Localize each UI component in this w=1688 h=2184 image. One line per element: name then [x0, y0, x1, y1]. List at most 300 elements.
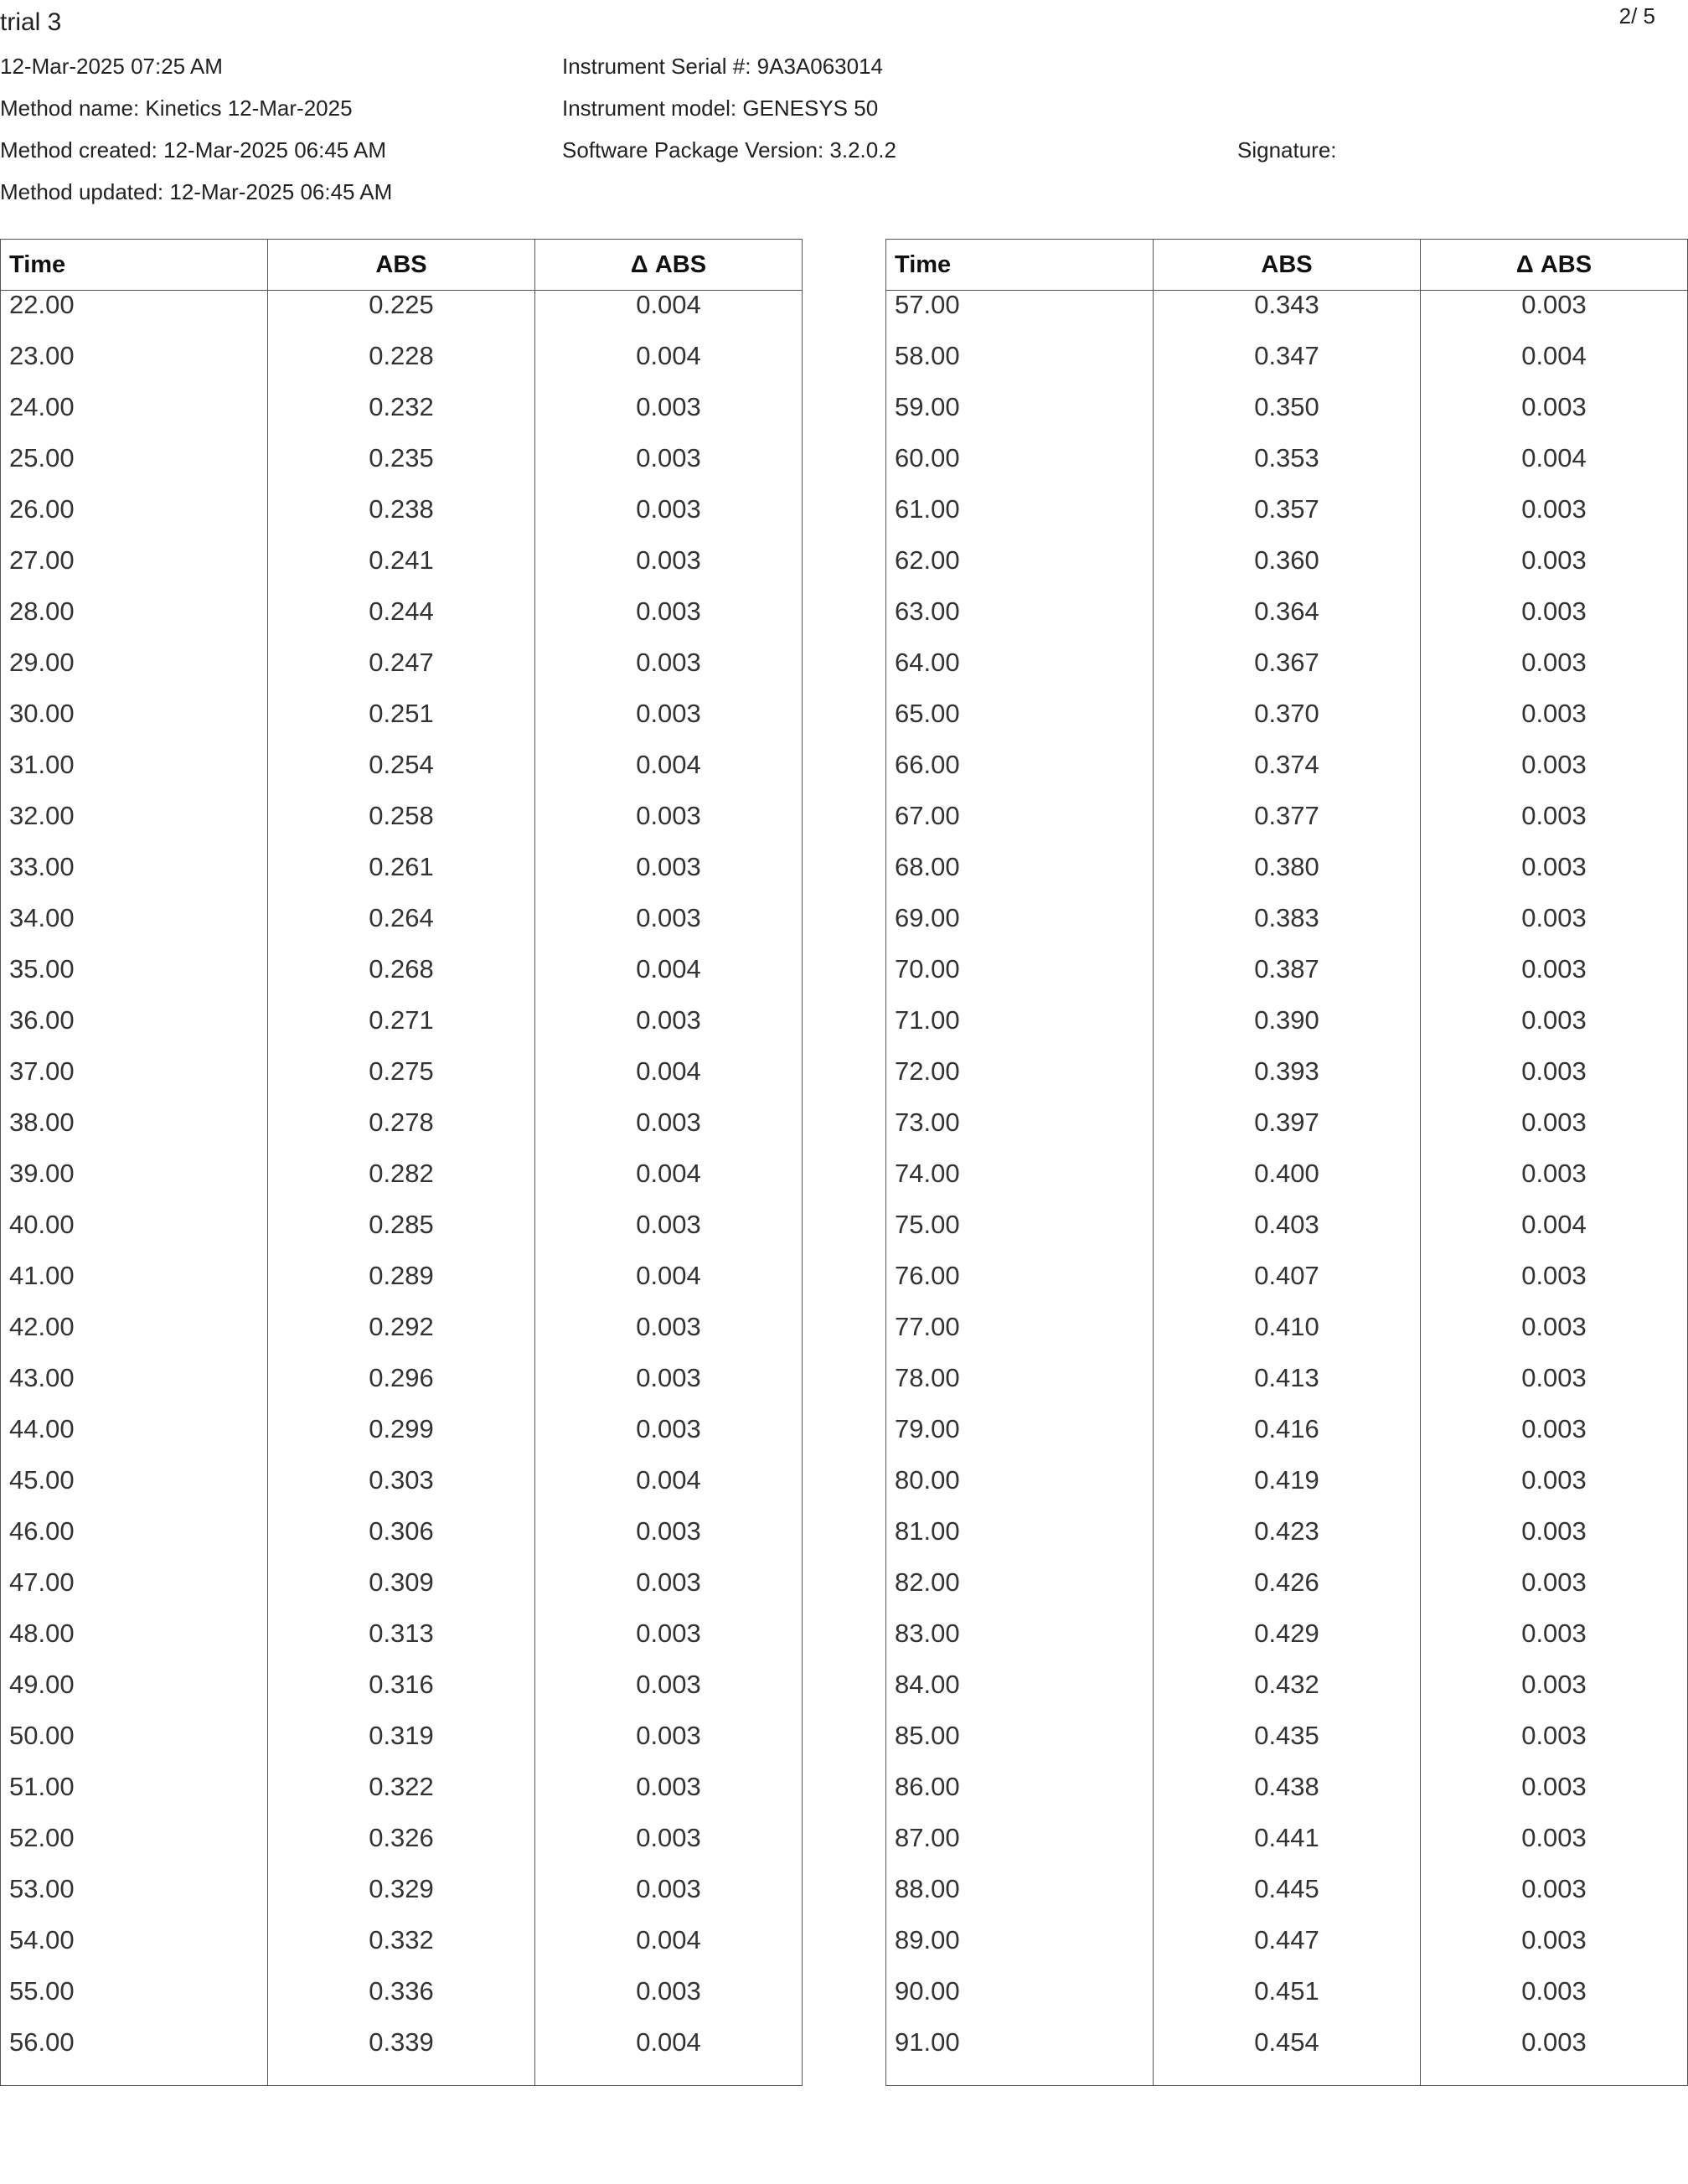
cell-delta-abs: 0.003: [1421, 1006, 1688, 1057]
table-row: [886, 1211, 1688, 1262]
cell-time: 58.00: [886, 342, 1154, 393]
column-header-time: Time: [1, 240, 268, 291]
report-title: trial 3: [0, 8, 62, 36]
cell-time: 45.00: [1, 1466, 268, 1517]
cell-abs: 0.432: [1154, 1670, 1421, 1722]
cell-time: 52.00: [1, 1824, 268, 1875]
table-row: [886, 904, 1688, 955]
cell-time: 34.00: [1, 904, 268, 955]
cell-time: 29.00: [1, 648, 268, 700]
table-row: [1, 495, 803, 546]
cell-time: 37.00: [1, 1057, 268, 1108]
cell-delta-abs: 0.003: [535, 700, 803, 751]
cell-abs: 0.441: [1154, 1824, 1421, 1875]
cell-abs: 0.268: [268, 955, 535, 1006]
cell-abs: 0.309: [268, 1568, 535, 1619]
page-indicator: 2/ 5: [1618, 3, 1655, 28]
cell-delta-abs: 0.003: [1421, 700, 1688, 751]
table-row: [1, 1108, 803, 1159]
table-row: [886, 1875, 1688, 1926]
table-row: [1, 1159, 803, 1211]
cell-delta-abs: 0.003: [535, 1824, 803, 1875]
cell-time: 70.00: [886, 955, 1154, 1006]
cell-delta-abs: 0.003: [535, 904, 803, 955]
cell-abs: 0.377: [1154, 802, 1421, 853]
cell-delta-abs: 0.003: [1421, 1262, 1688, 1313]
cell-time: 39.00: [1, 1159, 268, 1211]
cell-abs: 0.238: [268, 495, 535, 546]
cell-abs: 0.316: [268, 1670, 535, 1722]
table-row: [886, 1415, 1688, 1466]
table-row: [1, 1824, 803, 1875]
cell-delta-abs: 0.003: [535, 546, 803, 597]
cell-delta-abs: 0.003: [535, 495, 803, 546]
cell-time: 59.00: [886, 393, 1154, 444]
cell-time: 44.00: [1, 1415, 268, 1466]
cell-delta-abs: 0.004: [535, 955, 803, 1006]
cell-abs: 0.347: [1154, 342, 1421, 393]
table-row: [1, 1977, 803, 2028]
cell-time: 89.00: [886, 1926, 1154, 1977]
cell-time: 66.00: [886, 751, 1154, 802]
cell-delta-abs: 0.003: [535, 853, 803, 904]
table-row: [886, 597, 1688, 648]
table-row: [1, 1006, 803, 1057]
column-header-delta-abs: Δ ABS: [535, 240, 803, 291]
cell-abs: 0.332: [268, 1926, 535, 1977]
cell-time: 46.00: [1, 1517, 268, 1568]
cell-abs: 0.313: [268, 1619, 535, 1670]
table-row: [1, 955, 803, 1006]
table-row: [1, 444, 803, 495]
table-row: [1, 802, 803, 853]
table-row: [1, 1568, 803, 1619]
table-row: [1, 648, 803, 700]
cell-delta-abs: 0.003: [535, 1108, 803, 1159]
cell-time: 53.00: [1, 1875, 268, 1926]
cell-time: 75.00: [886, 1211, 1154, 1262]
cell-delta-abs: 0.004: [535, 1262, 803, 1313]
cell-delta-abs: 0.003: [535, 1722, 803, 1773]
table-row: [1, 1773, 803, 1824]
cell-abs: 0.367: [1154, 648, 1421, 700]
cell-time: 90.00: [886, 1977, 1154, 2028]
cell-abs: 0.271: [268, 1006, 535, 1057]
cell-delta-abs: 0.003: [1421, 1773, 1688, 1824]
table-row: [1, 1313, 803, 1364]
table-row: [886, 1824, 1688, 1875]
cell-delta-abs: 0.003: [1421, 853, 1688, 904]
table-row: [1, 393, 803, 444]
cell-delta-abs: 0.004: [535, 1466, 803, 1517]
table-row: [1, 342, 803, 393]
cell-abs: 0.364: [1154, 597, 1421, 648]
table-row: [1, 700, 803, 751]
table-header-row: [886, 240, 1688, 291]
table-row: [1, 751, 803, 802]
cell-time: 57.00: [886, 291, 1154, 343]
cell-abs: 0.438: [1154, 1773, 1421, 1824]
cell-delta-abs: 0.004: [1421, 1211, 1688, 1262]
cell-delta-abs: 0.003: [1421, 1722, 1688, 1773]
cell-abs: 0.285: [268, 1211, 535, 1262]
cell-abs: 0.322: [268, 1773, 535, 1824]
cell-abs: 0.380: [1154, 853, 1421, 904]
table-row: [886, 648, 1688, 700]
cell-time: 73.00: [886, 1108, 1154, 1159]
cell-abs: 0.426: [1154, 1568, 1421, 1619]
cell-delta-abs: 0.003: [1421, 2028, 1688, 2086]
cell-time: 40.00: [1, 1211, 268, 1262]
cell-delta-abs: 0.003: [1421, 1824, 1688, 1875]
cell-time: 64.00: [886, 648, 1154, 700]
cell-abs: 0.326: [268, 1824, 535, 1875]
cell-abs: 0.397: [1154, 1108, 1421, 1159]
cell-time: 82.00: [886, 1568, 1154, 1619]
method-name: Method name: Kinetics 12-Mar-2025: [0, 96, 353, 121]
cell-delta-abs: 0.004: [535, 1057, 803, 1108]
table-header-row: [1, 240, 803, 291]
cell-abs: 0.292: [268, 1313, 535, 1364]
cell-time: 32.00: [1, 802, 268, 853]
cell-delta-abs: 0.003: [1421, 1926, 1688, 1977]
table-row: [1, 1722, 803, 1773]
table-row: [1, 1364, 803, 1415]
cell-time: 49.00: [1, 1670, 268, 1722]
cell-delta-abs: 0.003: [1421, 1568, 1688, 1619]
cell-delta-abs: 0.004: [535, 2028, 803, 2086]
table-row: [886, 1568, 1688, 1619]
cell-abs: 0.225: [268, 291, 535, 343]
table-row: [886, 1977, 1688, 2028]
table-row: [886, 700, 1688, 751]
cell-time: 88.00: [886, 1875, 1154, 1926]
cell-abs: 0.393: [1154, 1057, 1421, 1108]
cell-delta-abs: 0.003: [1421, 597, 1688, 648]
cell-abs: 0.403: [1154, 1211, 1421, 1262]
cell-time: 51.00: [1, 1773, 268, 1824]
cell-abs: 0.423: [1154, 1517, 1421, 1568]
cell-delta-abs: 0.003: [1421, 495, 1688, 546]
cell-delta-abs: 0.003: [535, 1517, 803, 1568]
method-updated: Method updated: 12-Mar-2025 06:45 AM: [0, 179, 393, 204]
cell-abs: 0.390: [1154, 1006, 1421, 1057]
cell-delta-abs: 0.003: [1421, 393, 1688, 444]
cell-delta-abs: 0.003: [1421, 1670, 1688, 1722]
cell-time: 60.00: [886, 444, 1154, 495]
cell-abs: 0.319: [268, 1722, 535, 1773]
table-row: [886, 1313, 1688, 1364]
table-row: [886, 1159, 1688, 1211]
cell-abs: 0.306: [268, 1517, 535, 1568]
cell-time: 62.00: [886, 546, 1154, 597]
table-row: [886, 1670, 1688, 1722]
cell-abs: 0.429: [1154, 1619, 1421, 1670]
cell-abs: 0.299: [268, 1415, 535, 1466]
cell-time: 35.00: [1, 955, 268, 1006]
cell-delta-abs: 0.003: [1421, 955, 1688, 1006]
cell-time: 22.00: [1, 291, 268, 343]
cell-time: 54.00: [1, 1926, 268, 1977]
table-row: [1, 1517, 803, 1568]
column-header-abs: ABS: [1154, 240, 1421, 291]
cell-abs: 0.258: [268, 802, 535, 853]
table-row: [886, 955, 1688, 1006]
cell-delta-abs: 0.003: [535, 597, 803, 648]
table-row: [1, 1057, 803, 1108]
software-version: Software Package Version: 3.2.0.2: [562, 137, 896, 163]
cell-time: 91.00: [886, 2028, 1154, 2086]
column-header-time: Time: [886, 240, 1154, 291]
cell-time: 80.00: [886, 1466, 1154, 1517]
cell-abs: 0.278: [268, 1108, 535, 1159]
cell-delta-abs: 0.004: [1421, 342, 1688, 393]
cell-delta-abs: 0.003: [535, 1875, 803, 1926]
cell-abs: 0.353: [1154, 444, 1421, 495]
table-row: [1, 1619, 803, 1670]
cell-time: 50.00: [1, 1722, 268, 1773]
table-row: [886, 1773, 1688, 1824]
cell-delta-abs: 0.003: [1421, 1619, 1688, 1670]
table-row: [886, 1364, 1688, 1415]
cell-delta-abs: 0.003: [535, 1670, 803, 1722]
cell-abs: 0.357: [1154, 495, 1421, 546]
cell-time: 78.00: [886, 1364, 1154, 1415]
cell-time: 61.00: [886, 495, 1154, 546]
cell-abs: 0.451: [1154, 1977, 1421, 2028]
cell-delta-abs: 0.003: [535, 802, 803, 853]
method-created: Method created: 12-Mar-2025 06:45 AM: [0, 137, 387, 163]
cell-time: 30.00: [1, 700, 268, 751]
cell-abs: 0.400: [1154, 1159, 1421, 1211]
cell-delta-abs: 0.003: [1421, 1875, 1688, 1926]
cell-abs: 0.343: [1154, 291, 1421, 343]
cell-abs: 0.339: [268, 2028, 535, 2086]
cell-delta-abs: 0.003: [1421, 1057, 1688, 1108]
cell-abs: 0.350: [1154, 393, 1421, 444]
table-row: [886, 342, 1688, 393]
table-row: [1, 853, 803, 904]
table-row: [1, 597, 803, 648]
cell-delta-abs: 0.003: [1421, 1159, 1688, 1211]
cell-abs: 0.370: [1154, 700, 1421, 751]
column-header-delta-abs: Δ ABS: [1421, 240, 1688, 291]
cell-abs: 0.275: [268, 1057, 535, 1108]
table-row: [886, 1057, 1688, 1108]
cell-delta-abs: 0.003: [1421, 802, 1688, 853]
table-row: [1, 2028, 803, 2086]
cell-time: 43.00: [1, 1364, 268, 1415]
column-header-abs: ABS: [268, 240, 535, 291]
table-row: [1, 1262, 803, 1313]
cell-delta-abs: 0.003: [535, 1977, 803, 2028]
table-row: [886, 2028, 1688, 2086]
cell-delta-abs: 0.003: [535, 1773, 803, 1824]
cell-delta-abs: 0.003: [1421, 751, 1688, 802]
cell-abs: 0.407: [1154, 1262, 1421, 1313]
cell-abs: 0.387: [1154, 955, 1421, 1006]
cell-time: 28.00: [1, 597, 268, 648]
cell-abs: 0.383: [1154, 904, 1421, 955]
cell-abs: 0.282: [268, 1159, 535, 1211]
cell-time: 71.00: [886, 1006, 1154, 1057]
cell-time: 27.00: [1, 546, 268, 597]
cell-time: 33.00: [1, 853, 268, 904]
cell-time: 48.00: [1, 1619, 268, 1670]
table-row: [886, 546, 1688, 597]
cell-delta-abs: 0.003: [1421, 648, 1688, 700]
table-body-right: [886, 291, 1688, 2086]
table-row: [886, 1722, 1688, 1773]
cell-time: 24.00: [1, 393, 268, 444]
cell-delta-abs: 0.004: [535, 751, 803, 802]
cell-delta-abs: 0.004: [535, 342, 803, 393]
cell-delta-abs: 0.003: [535, 1619, 803, 1670]
cell-abs: 0.329: [268, 1875, 535, 1926]
cell-time: 65.00: [886, 700, 1154, 751]
table-row: [886, 751, 1688, 802]
table-row: [886, 1517, 1688, 1568]
cell-time: 69.00: [886, 904, 1154, 955]
report-datetime: 12-Mar-2025 07:25 AM: [0, 54, 223, 79]
cell-time: 84.00: [886, 1670, 1154, 1722]
cell-delta-abs: 0.004: [535, 291, 803, 343]
cell-time: 72.00: [886, 1057, 1154, 1108]
cell-time: 77.00: [886, 1313, 1154, 1364]
table-row: [1, 1466, 803, 1517]
kinetics-table-right: [885, 239, 1688, 2086]
cell-time: 25.00: [1, 444, 268, 495]
cell-abs: 0.241: [268, 546, 535, 597]
cell-delta-abs: 0.003: [1421, 1415, 1688, 1466]
cell-time: 42.00: [1, 1313, 268, 1364]
table-row: [1, 291, 803, 343]
cell-delta-abs: 0.003: [535, 1415, 803, 1466]
cell-delta-abs: 0.003: [535, 1006, 803, 1057]
cell-abs: 0.247: [268, 648, 535, 700]
cell-delta-abs: 0.003: [535, 1313, 803, 1364]
cell-delta-abs: 0.003: [1421, 1108, 1688, 1159]
cell-abs: 0.360: [1154, 546, 1421, 597]
cell-abs: 0.244: [268, 597, 535, 648]
cell-delta-abs: 0.003: [1421, 1977, 1688, 2028]
cell-time: 83.00: [886, 1619, 1154, 1670]
cell-time: 79.00: [886, 1415, 1154, 1466]
cell-abs: 0.254: [268, 751, 535, 802]
instrument-model: Instrument model: GENESYS 50: [562, 96, 879, 121]
table-row: [886, 1108, 1688, 1159]
cell-delta-abs: 0.003: [535, 444, 803, 495]
table-row: [1, 1875, 803, 1926]
cell-abs: 0.410: [1154, 1313, 1421, 1364]
table-row: [886, 1466, 1688, 1517]
cell-abs: 0.445: [1154, 1875, 1421, 1926]
cell-time: 68.00: [886, 853, 1154, 904]
cell-time: 86.00: [886, 1773, 1154, 1824]
table-row: [886, 1262, 1688, 1313]
cell-time: 55.00: [1, 1977, 268, 2028]
cell-delta-abs: 0.004: [1421, 444, 1688, 495]
cell-time: 85.00: [886, 1722, 1154, 1773]
cell-delta-abs: 0.003: [1421, 904, 1688, 955]
cell-abs: 0.454: [1154, 2028, 1421, 2086]
cell-time: 31.00: [1, 751, 268, 802]
table-row: [1, 1926, 803, 1977]
cell-delta-abs: 0.003: [535, 1568, 803, 1619]
cell-abs: 0.235: [268, 444, 535, 495]
table-row: [886, 495, 1688, 546]
cell-time: 63.00: [886, 597, 1154, 648]
cell-time: 36.00: [1, 1006, 268, 1057]
cell-abs: 0.303: [268, 1466, 535, 1517]
signature-label: Signature:: [1237, 137, 1337, 163]
table-row: [886, 393, 1688, 444]
cell-abs: 0.296: [268, 1364, 535, 1415]
cell-abs: 0.228: [268, 342, 535, 393]
cell-time: 67.00: [886, 802, 1154, 853]
cell-abs: 0.289: [268, 1262, 535, 1313]
table-row: [886, 1006, 1688, 1057]
table-row: [1, 904, 803, 955]
cell-abs: 0.261: [268, 853, 535, 904]
cell-time: 47.00: [1, 1568, 268, 1619]
cell-delta-abs: 0.004: [535, 1159, 803, 1211]
cell-delta-abs: 0.003: [535, 393, 803, 444]
cell-delta-abs: 0.003: [535, 1364, 803, 1415]
cell-time: 41.00: [1, 1262, 268, 1313]
cell-time: 74.00: [886, 1159, 1154, 1211]
table-row: [1, 1670, 803, 1722]
cell-delta-abs: 0.003: [1421, 291, 1688, 343]
cell-time: 76.00: [886, 1262, 1154, 1313]
table-row: [1, 1415, 803, 1466]
cell-delta-abs: 0.003: [1421, 1364, 1688, 1415]
cell-abs: 0.416: [1154, 1415, 1421, 1466]
table-row: [886, 444, 1688, 495]
table-row: [886, 291, 1688, 343]
cell-delta-abs: 0.003: [1421, 546, 1688, 597]
cell-abs: 0.232: [268, 393, 535, 444]
cell-time: 56.00: [1, 2028, 268, 2086]
cell-abs: 0.447: [1154, 1926, 1421, 1977]
table-row: [886, 1926, 1688, 1977]
cell-abs: 0.264: [268, 904, 535, 955]
table-row: [1, 546, 803, 597]
kinetics-table-left: [0, 239, 803, 2086]
table-row: [1, 1211, 803, 1262]
cell-delta-abs: 0.003: [535, 648, 803, 700]
table-row: [886, 853, 1688, 904]
cell-abs: 0.419: [1154, 1466, 1421, 1517]
cell-delta-abs: 0.003: [1421, 1517, 1688, 1568]
table-row: [886, 1619, 1688, 1670]
table-body-left: [1, 291, 803, 2086]
cell-time: 26.00: [1, 495, 268, 546]
cell-abs: 0.413: [1154, 1364, 1421, 1415]
cell-delta-abs: 0.003: [1421, 1466, 1688, 1517]
cell-delta-abs: 0.004: [535, 1926, 803, 1977]
instrument-serial: Instrument Serial #: 9A3A063014: [562, 54, 884, 79]
cell-time: 38.00: [1, 1108, 268, 1159]
cell-delta-abs: 0.003: [535, 1211, 803, 1262]
cell-time: 87.00: [886, 1824, 1154, 1875]
table-row: [886, 802, 1688, 853]
cell-time: 81.00: [886, 1517, 1154, 1568]
cell-abs: 0.336: [268, 1977, 535, 2028]
cell-delta-abs: 0.003: [1421, 1313, 1688, 1364]
cell-abs: 0.374: [1154, 751, 1421, 802]
cell-time: 23.00: [1, 342, 268, 393]
